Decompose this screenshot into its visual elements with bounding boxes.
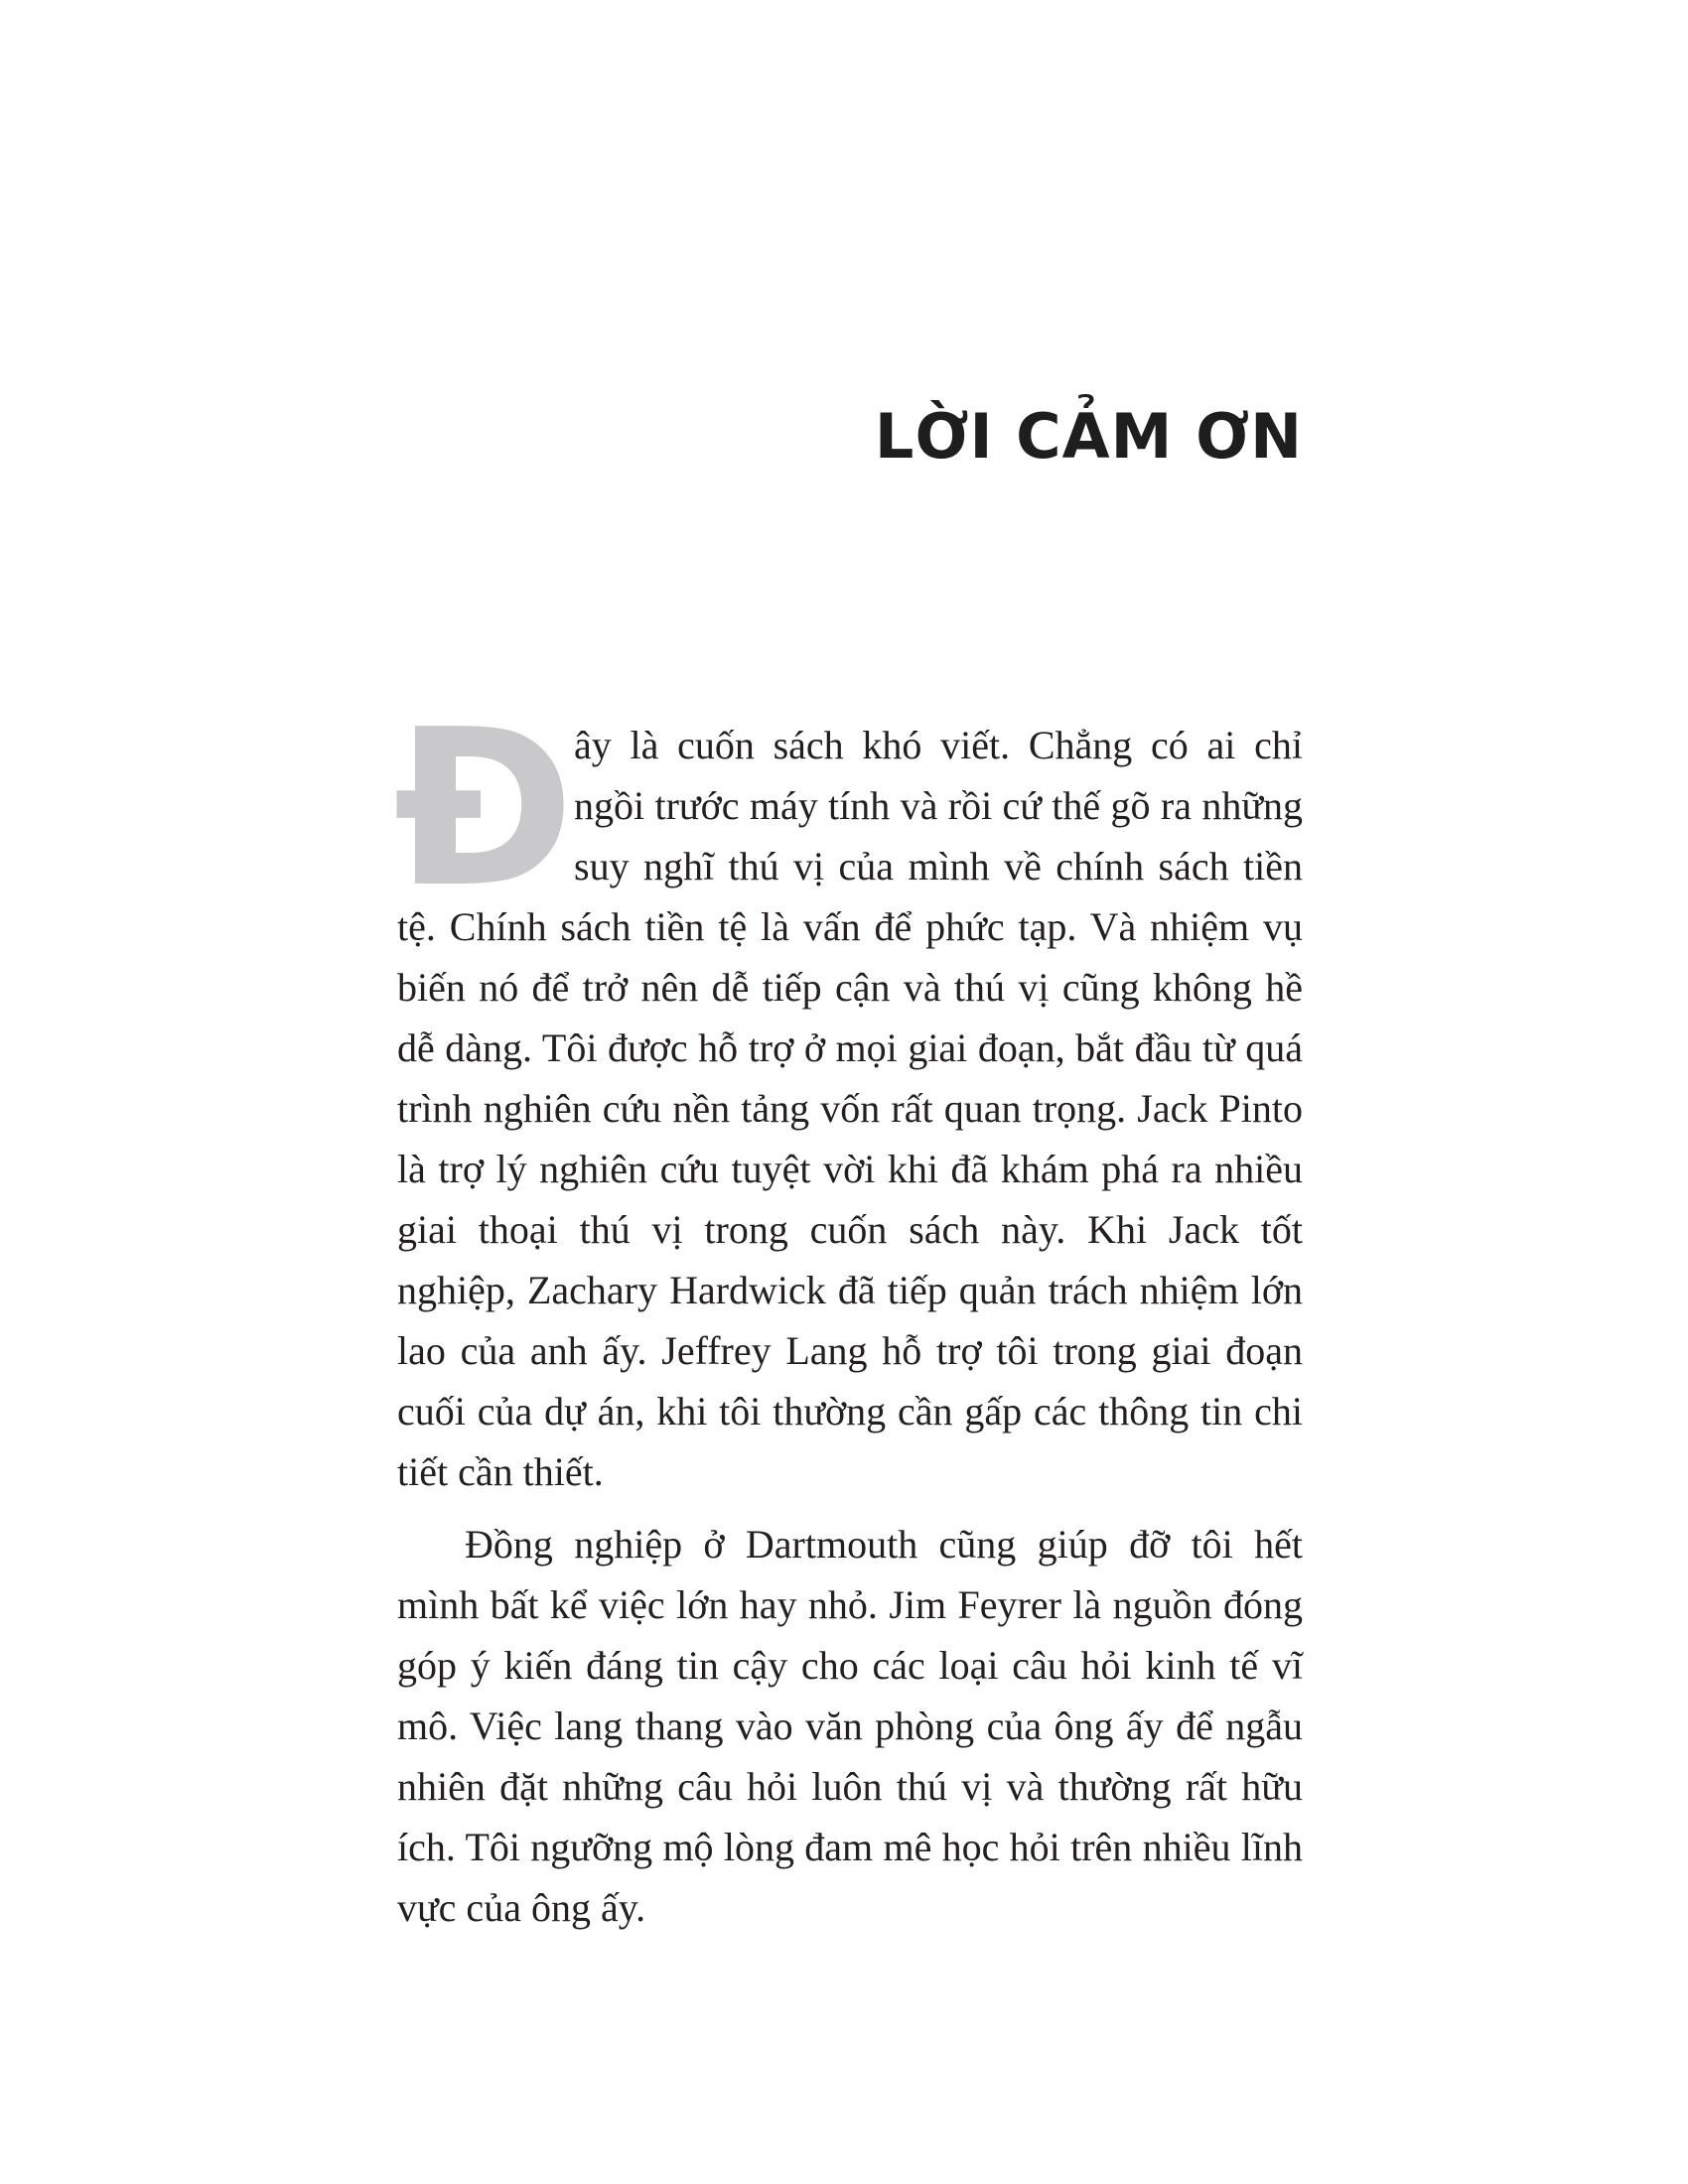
body-text: [393, 684, 1303, 1938]
paragraph-second: Đồng nghiệp ở Dartmouth cũng giúp đỡ tôi hết mình bất kể việc lớn hay nhỏ. Jim Feyrer là nguồn đóng góp ý kiến đáng tin cậy cho các loại câu hỏi kinh tế vĩ mô. Việc lang thang vào văn phòng của ông ấy để ngẫu nhiên đặt những câu hỏi luôn thú vị và thường rất hữu ích. Tôi ngưỡng mộ lòng đam mê học hỏi trên nhiều lĩnh vực của ông ấy.: [397, 1522, 1303, 1930]
paragraph-first-text: ây là cuốn sách khó viết. Chẳng có ai chỉ ngồi trước máy tính và rồi cứ thế gõ ra những suy nghĩ thú vị của mình về chính sách tiền tệ. Chính sách tiền tệ là vấn để phức tạp. Và nhiệm vụ biến nó để trở nên dễ tiếp cận và thú vị cũng không hề dễ dàng. Tôi được hỗ trợ ở mọi giai đoạn, bắt đầu từ quá trình nghiên cứu nền tảng vốn rất quan trọng. Jack Pinto là trợ lý nghiên cứu tuyệt vời khi đã khám phá ra nhiều giai thoại thú vị trong cuốn sách này. Khi Jack tốt nghiệp, Zachary Hardwick đã tiếp quản trách nhiệm lớn lao của anh ấy. Jeffrey Lang hỗ trợ tôi trong giai đoạn cuối của dự án, khi tôi thường cần gấp các thông tin chi tiết cần thiết.: [397, 723, 1303, 1494]
paragraph-first: [393, 684, 1303, 1502]
chapter-title: LỜI CẢM ƠN: [874, 400, 1303, 473]
drop-cap: Đ: [393, 684, 575, 935]
